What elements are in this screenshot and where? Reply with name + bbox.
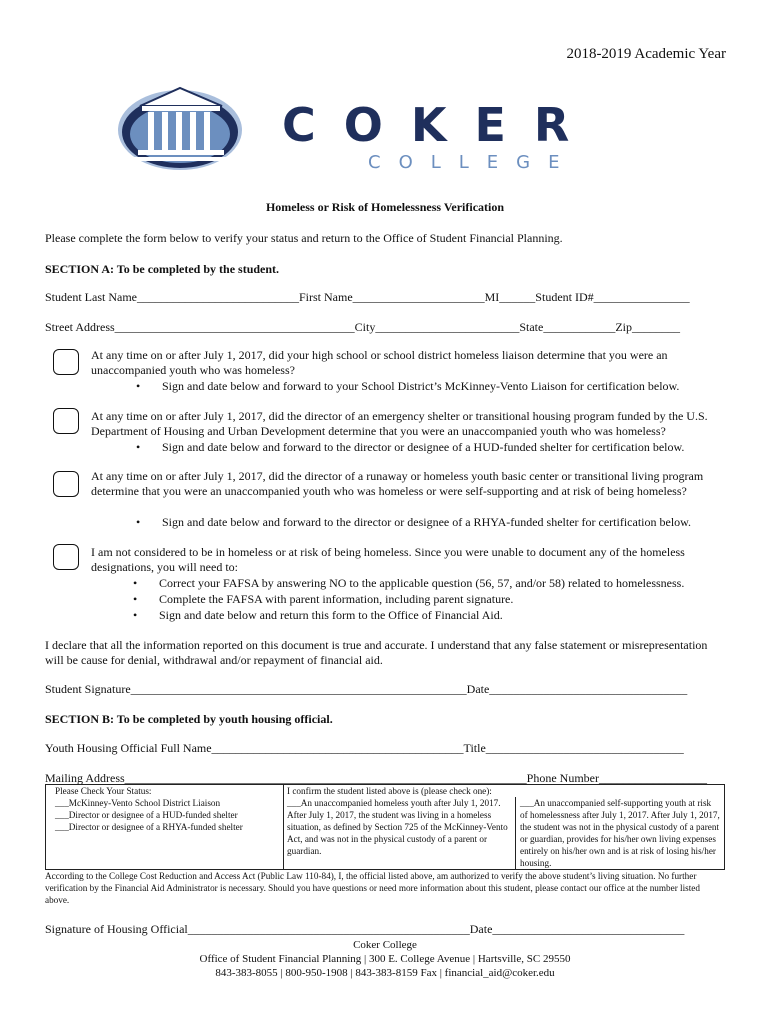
confirm-header-text: I confirm the student listed above is (please check one): [287,786,492,796]
footer-contact: 843-383-8055 | 800-950-1908 | 843-383-8159 Fax | financial_aid@coker.edu [215,967,555,979]
official-signature-line[interactable]: Signature of Housing Official_______________________________________________Date________________________________ [45,922,685,936]
status-option-liaison[interactable]: ___McKinney-Vento School District Liaison [55,798,221,808]
homeless-youth-cell [284,797,516,869]
option-3-text: At any time on or after July 1, 2017, did the director of a runaway or homeless youth basic center or transitional living program determine that you were an unaccompanied youth who was homeless or were self-supporting and at risk of being homeless? [91,469,704,498]
option-2-bullet-1: • Sign and date below and forward to the director or designee of a HUD-funded shelter for certification below. [162,440,684,455]
option-4-bullet-2: • Complete the FAFSA with parent information, including parent signature. [159,592,513,607]
academic-year: 2018-2019 Academic Year [566,46,726,62]
at-risk-youth-option[interactable]: ___An unaccompanied self-supporting youth at risk of homelessness after July 1, 2017. After July 1, 2017, the student was not in the physical custody of a parent or guardian, provides for his/her own living expenses entirely on his/her own and is at risk of losing his/her housing. [520,798,720,868]
mailing-address-line[interactable]: Mailing Address___________________________________________________________________Phone Number__________________ [45,771,707,785]
student-name-line[interactable]: Student Last Name___________________________First Name______________________MI______Student ID#________________ [45,290,690,304]
declaration-text: I declare that all the information reported on this document is true and accurate. I understand that any false statement or misrepresentation will be cause for denial, withdrawal and/or repayment of financial aid. [45,638,708,667]
option-1-checkbox[interactable] [53,349,79,375]
status-option-hud[interactable]: ___Director or designee of a HUD-funded shelter [55,810,238,820]
section-b-heading: SECTION B: To be completed by youth housing official. [45,712,333,726]
option-3-checkbox[interactable] [53,471,79,497]
option-1-bullet-1: • Sign and date below and forward to your School District’s McKinney-Vento Liaison for certification below. [162,379,679,394]
option-1-text: At any time on or after July 1, 2017, did your high school or school district homeless liaison determine that you were an unaccompanied youth who was homeless? [91,348,668,377]
coker-college-logo [112,78,672,188]
footer-office-address: Office of Student Financial Planning | 300 E. College Avenue | Hartsville, SC 29550 [199,953,571,965]
homeless-youth-option[interactable]: ___An unaccompanied homeless youth after July 1, 2017. After July 1, 2017, the student was living in a homeless situation, as defined by Section 725 of the McKinney-Vento Act, and was not in the physical custody of a parent or guardian. [287,798,508,856]
option-4-bullet-1: • Correct your FAFSA by answering NO to the applicable question (56, 57, and/or 58) related to homelessness. [159,576,684,591]
student-address-line[interactable]: Street Address________________________________________City________________________State____________Zip________ [45,320,680,334]
confirm-header [284,785,724,797]
option-4-text: I am not considered to be in homeless or at risk of being homeless. Since you were unable to document any of the homeless designations, you will need to: [91,545,685,574]
section-a-heading: SECTION A: To be completed by the student. [45,262,280,276]
option-4-bullet-3: • Sign and date below and return this form to the Office of Financial Aid. [159,608,503,623]
option-2-checkbox[interactable] [53,408,79,434]
intro-text: Please complete the form below to verify your status and return to the Office of Student Financial Planning. [45,231,563,245]
option-2-text: At any time on or after July 1, 2017, did the director of an emergency shelter or transitional housing program funded by the U.S. Department of Housing and Urban Development determine that you were an unaccompanied youth who was homeless? [91,409,708,438]
form-title: Homeless or Risk of Homelessness Verification [265,200,505,214]
footer-college-name: Coker College [353,939,417,951]
status-table [45,784,725,870]
at-risk-youth-cell [516,797,724,869]
official-name-line[interactable]: Youth Housing Official Full Name__________________________________________Title_________________________________ [45,741,684,755]
status-option-rhya[interactable]: ___Director or designee of a RHYA-funded shelter [55,822,243,832]
option-3-bullet-1: • Sign and date below and forward to the director or designee of a RHYA-funded shelter for certification below. [162,515,691,530]
logo-subtitle: COLLEGE [368,152,578,173]
option-4-checkbox[interactable] [53,544,79,570]
status-column-title: Please Check Your Status: [55,786,152,796]
legal-note: According to the College Cost Reduction and Access Act (Public Law 110-84), I, the official listed above, am authorized to verify the above student’s living situation. No further verification by the Financial Aid Administrator is necessary. Should you have questions or need more information about this student, please contact our office at the number listed above. [45,871,700,905]
student-signature-line[interactable]: Student Signature________________________________________________________Date_________________________________ [45,682,688,696]
logo-wordmark: COKER [282,98,598,152]
status-column [46,785,284,869]
